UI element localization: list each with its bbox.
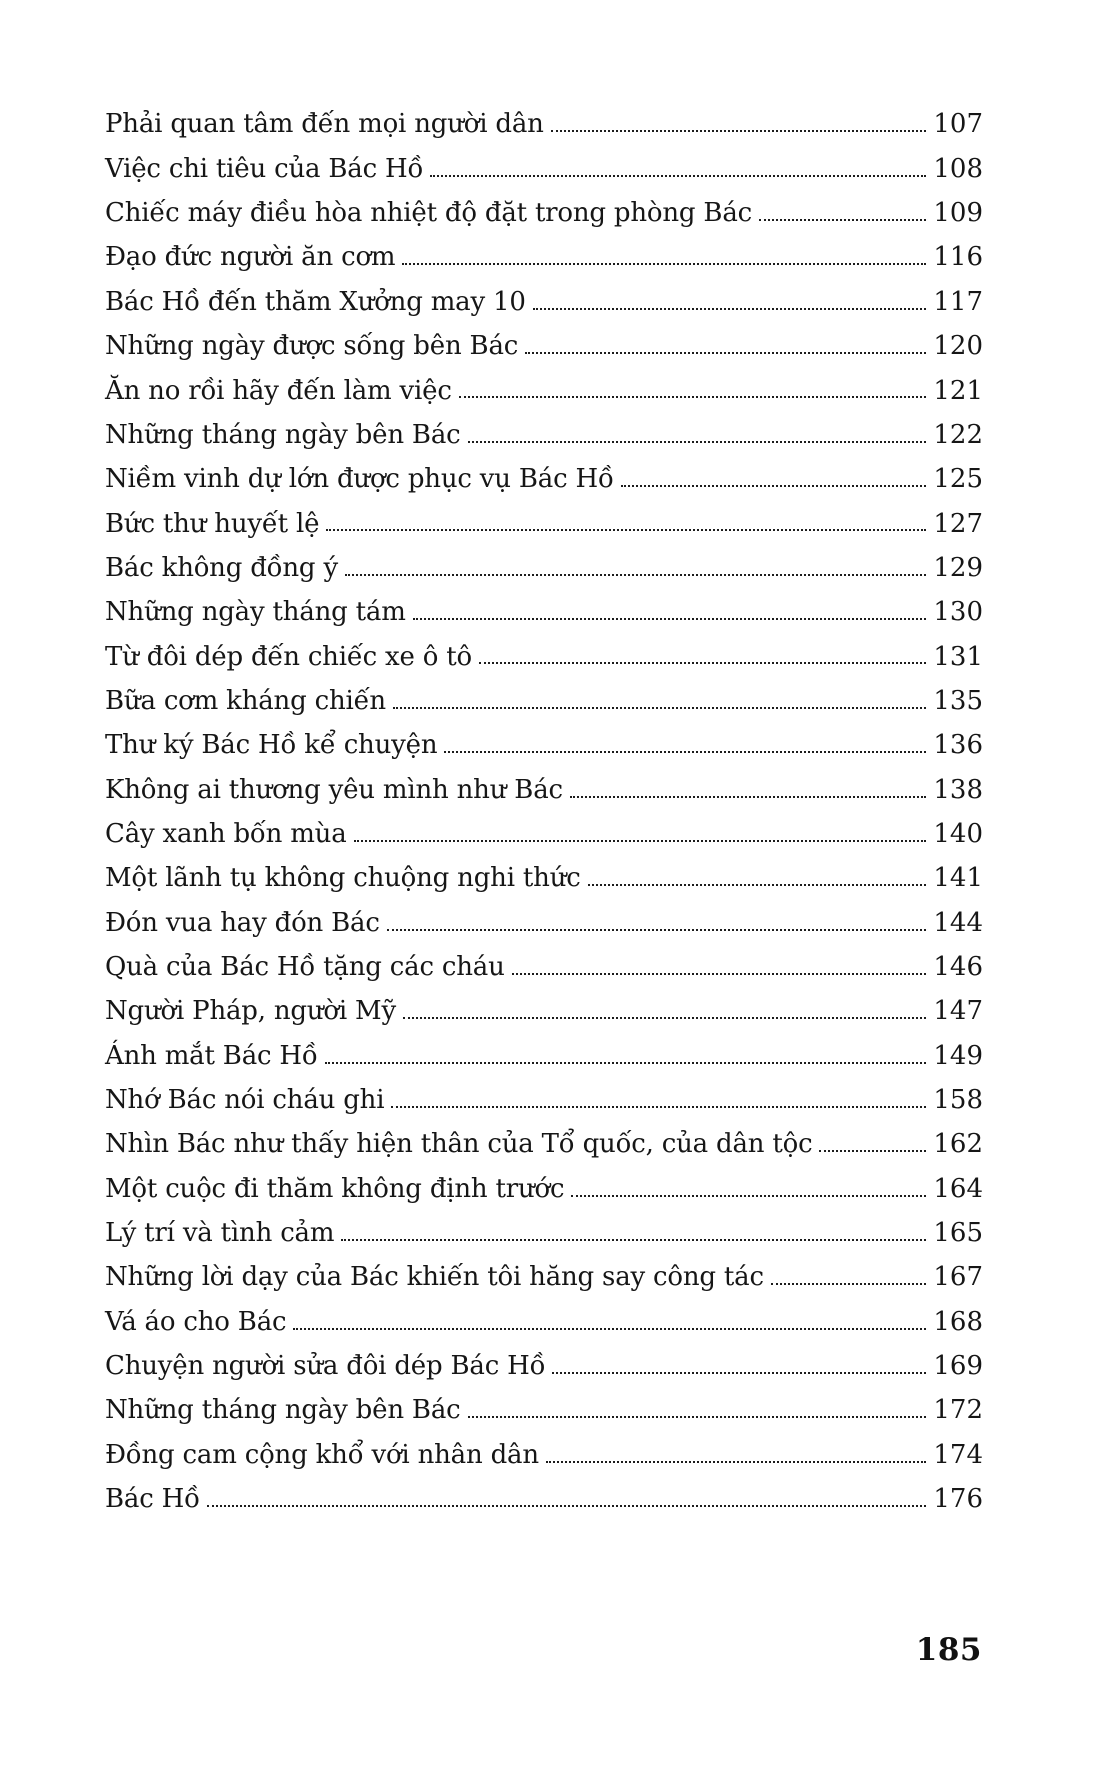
toc-entry-dot-leader [354, 840, 927, 842]
toc-entry-dot-leader [403, 1017, 926, 1019]
toc-entry-page: 167 [933, 1262, 983, 1293]
toc-entry-dot-leader [341, 1239, 926, 1241]
toc-entry-title: Nhớ Bác nói cháu ghi [105, 1085, 385, 1116]
toc-entry [105, 539, 983, 583]
toc-entry [105, 850, 983, 894]
toc-entry-title: Ánh mắt Bác Hồ [105, 1040, 318, 1071]
toc-entry-title: Bác Hồ đến thăm Xưởng may 10 [105, 286, 526, 317]
toc-entry-title: Đón vua hay đón Bác [105, 907, 380, 938]
toc-entry-dot-leader [459, 396, 927, 398]
toc-entry-page: 136 [933, 730, 983, 761]
toc-entry-title: Niềm vinh dự lớn được phục vụ Bác Hồ [105, 464, 614, 495]
toc-entry-page: 125 [933, 464, 983, 495]
toc-entry-page: 120 [933, 331, 983, 362]
toc-entry [105, 1426, 983, 1470]
toc-entry-page: 164 [933, 1173, 983, 1204]
toc-entry-title: Từ đôi dép đến chiếc xe ô tô [105, 641, 472, 672]
toc-entry-dot-leader [402, 263, 926, 265]
toc-entry-dot-leader [571, 1195, 926, 1197]
toc-entry-page: 138 [933, 774, 983, 805]
toc-entry-title: Đồng cam cộng khổ với nhân dân [105, 1439, 539, 1470]
toc-entry-title: Những tháng ngày bên Bác [105, 419, 461, 450]
toc-entry-dot-leader [345, 574, 926, 576]
toc-entry [105, 1382, 983, 1426]
toc-entry-title: Người Pháp, người Mỹ [105, 996, 396, 1027]
toc-entry-title: Ăn no rồi hãy đến làm việc [105, 375, 452, 406]
toc-entry-page: 158 [933, 1085, 983, 1116]
toc-entry-dot-leader [326, 529, 926, 531]
toc-entry-page: 122 [933, 419, 983, 450]
toc-entry-page: 149 [933, 1040, 983, 1071]
toc-entry-title: Những ngày tháng tám [105, 597, 406, 628]
toc-entry-dot-leader [468, 441, 927, 443]
toc-entry [105, 894, 983, 938]
toc-entry-title: Đạo đức người ăn cơm [105, 242, 396, 273]
toc-entry-page: 107 [933, 109, 983, 140]
toc-entry [105, 318, 983, 362]
toc-entry-dot-leader [293, 1328, 926, 1330]
toc-entry-page: 168 [933, 1306, 983, 1337]
toc-entry-title: Thư ký Bác Hồ kể chuyện [105, 730, 438, 761]
toc-entry-dot-leader [444, 751, 926, 753]
toc-entry-title: Vá áo cho Bác [105, 1306, 287, 1337]
toc-entry-dot-leader [570, 796, 926, 798]
toc-entry-dot-leader [430, 175, 926, 177]
toc-entry-dot-leader [621, 485, 927, 487]
toc-entry [105, 96, 983, 140]
toc-entry [105, 362, 983, 406]
toc-entry [105, 1205, 983, 1249]
toc-entry [105, 1116, 983, 1160]
toc-entry [105, 983, 983, 1027]
toc-entry-page: 172 [933, 1395, 983, 1426]
toc-entry-page: 116 [933, 242, 983, 273]
toc-entry-dot-leader [479, 662, 926, 664]
toc-entry-dot-leader [512, 973, 927, 975]
footer-page-number: 185 [915, 1632, 982, 1668]
toc-entry [105, 495, 983, 539]
toc-entry [105, 1293, 983, 1337]
toc-entry-title: Chuyện người sửa đôi dép Bác Hồ [105, 1351, 546, 1382]
toc-entry-dot-leader [393, 707, 926, 709]
toc-entry-page: 162 [933, 1129, 983, 1160]
toc-entry-dot-leader [588, 884, 927, 886]
toc-entry-title: Phải quan tâm đến mọi người dân [105, 109, 544, 140]
toc-entry-title: Một cuộc đi thăm không định trước [105, 1173, 565, 1204]
toc-entry-title: Những lời dạy của Bác khiến tôi hăng say công tác [105, 1262, 764, 1293]
toc-entry-title: Những ngày được sống bên Bác [105, 331, 519, 362]
toc-entry-page: 146 [933, 951, 983, 982]
toc-entry-title: Những tháng ngày bên Bác [105, 1395, 461, 1426]
toc-entry [105, 1072, 983, 1116]
toc-entry-title: Bữa cơm kháng chiến [105, 685, 386, 716]
toc-entry-dot-leader [771, 1283, 927, 1285]
toc-entry-dot-leader [207, 1505, 927, 1507]
toc-entry-dot-leader [759, 219, 926, 221]
toc-entry-dot-leader [551, 130, 927, 132]
toc-entry [105, 806, 983, 850]
toc-entry-title: Lý trí và tình cảm [105, 1218, 335, 1249]
toc-entry-dot-leader [819, 1150, 926, 1152]
toc-entry-dot-leader [325, 1062, 927, 1064]
toc-entry-title: Việc chi tiêu của Bác Hồ [105, 153, 424, 184]
toc-entry-title: Một lãnh tụ không chuộng nghi thức [105, 863, 581, 894]
toc-entry [105, 761, 983, 805]
toc-entry-dot-leader [413, 618, 927, 620]
toc-entry-page: 140 [933, 818, 983, 849]
toc-entry-page: 131 [933, 641, 983, 672]
toc-entry-page: 109 [933, 198, 983, 229]
toc-entry [105, 1471, 983, 1515]
toc-entry-page: 141 [933, 863, 983, 894]
toc-entry-dot-leader [533, 308, 927, 310]
toc-entry-page: 169 [933, 1351, 983, 1382]
toc-entry-dot-leader [546, 1461, 926, 1463]
toc-entry [105, 672, 983, 716]
toc-entry-dot-leader [525, 352, 926, 354]
toc-entry-page: 174 [933, 1439, 983, 1470]
toc-entry [105, 584, 983, 628]
toc-entry [105, 1160, 983, 1204]
toc-entry [105, 1249, 983, 1293]
toc-entry [105, 406, 983, 450]
toc-entry-dot-leader [391, 1106, 926, 1108]
toc-entry-title: Nhìn Bác như thấy hiện thân của Tổ quốc, của dân tộc [105, 1129, 813, 1160]
toc-entry-title: Bức thư huyết lệ [105, 508, 320, 539]
toc-entry [105, 717, 983, 761]
toc-entry [105, 185, 983, 229]
toc-entry-page: 129 [933, 552, 983, 583]
toc-entry-page: 117 [933, 286, 983, 317]
toc-entry-page: 127 [933, 508, 983, 539]
toc-entry [105, 1338, 983, 1382]
toc-entry [105, 939, 983, 983]
toc-entry-dot-leader [387, 929, 927, 931]
toc-entry-page: 144 [933, 907, 983, 938]
toc-entry-page: 121 [933, 375, 983, 406]
toc-entry-title: Bác không đồng ý [105, 552, 338, 583]
toc-entry-dot-leader [552, 1372, 926, 1374]
toc-entry-page: 165 [933, 1218, 983, 1249]
toc-entry-title: Quà của Bác Hồ tặng các cháu [105, 951, 505, 982]
toc-list [105, 96, 983, 1515]
toc-entry-page: 135 [933, 685, 983, 716]
toc-entry [105, 451, 983, 495]
toc-entry [105, 273, 983, 317]
toc-entry-page: 130 [933, 597, 983, 628]
toc-entry [105, 628, 983, 672]
toc-entry-title: Không ai thương yêu mình như Bác [105, 774, 563, 805]
toc-entry-title: Chiếc máy điều hòa nhiệt độ đặt trong phòng Bác [105, 198, 752, 229]
toc-entry-title: Cây xanh bốn mùa [105, 818, 347, 849]
toc-entry-page: 108 [933, 153, 983, 184]
toc-entry [105, 1027, 983, 1071]
toc-entry-title: Bác Hồ [105, 1484, 200, 1515]
toc-entry-page: 147 [933, 996, 983, 1027]
toc-entry-dot-leader [468, 1416, 927, 1418]
toc-entry [105, 140, 983, 184]
toc-entry [105, 229, 983, 273]
toc-entry-page: 176 [933, 1484, 983, 1515]
